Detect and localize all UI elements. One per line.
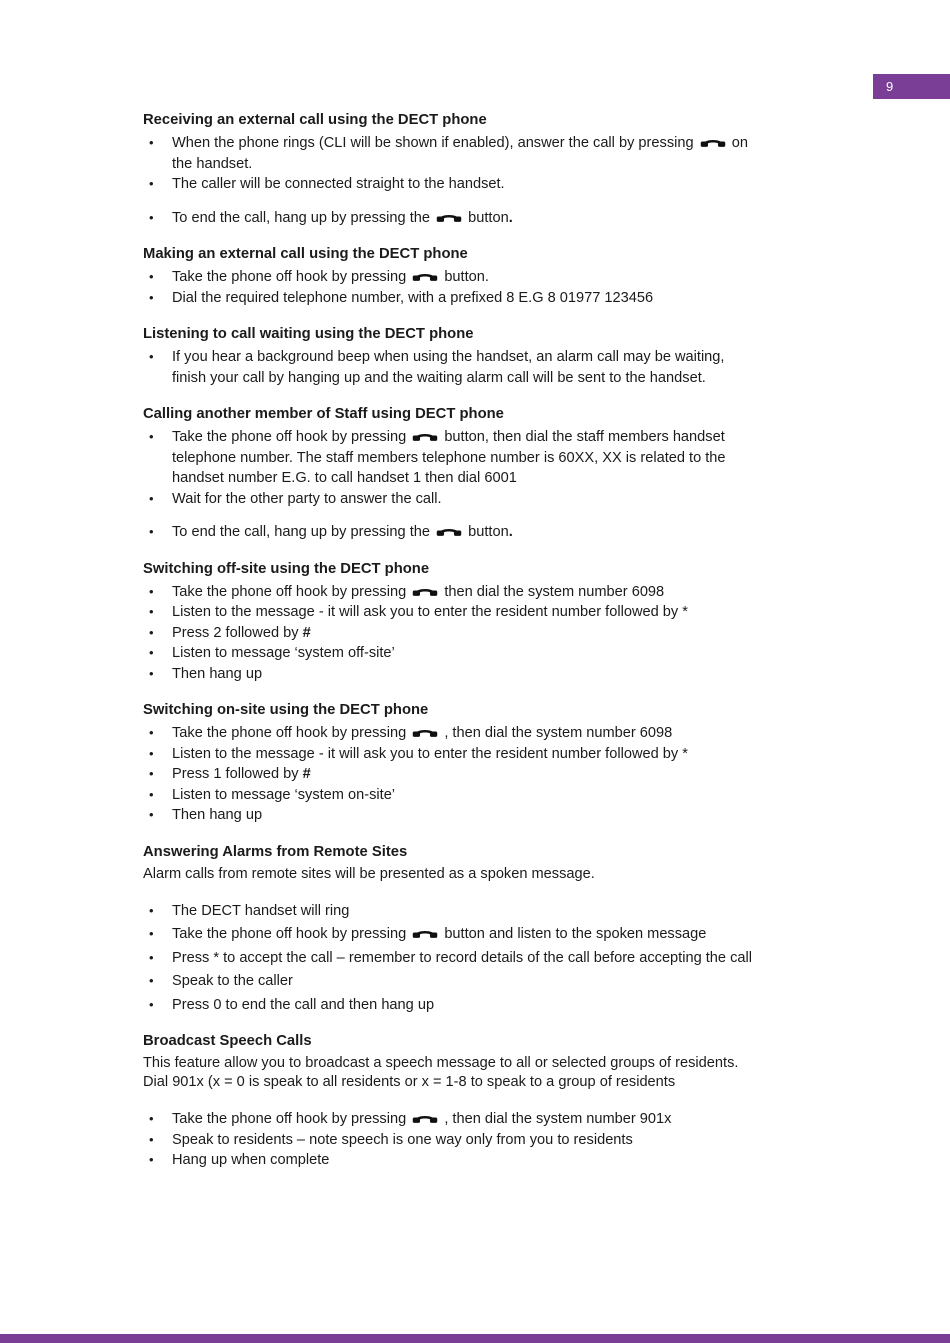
bullet-list	[143, 427, 883, 543]
bullet-marker-icon: •	[149, 725, 154, 740]
bullet-item	[143, 522, 883, 543]
section-heading: Broadcast Speech Calls	[143, 1033, 312, 1049]
text-run: Take the phone off hook by pressing	[172, 725, 411, 741]
bullet-marker-icon: •	[149, 745, 154, 761]
phone-handset-icon	[700, 135, 726, 148]
bullet-text	[172, 787, 395, 803]
section-heading: Calling another member of Staff using DECT phone	[143, 406, 504, 422]
text-run: Alarm calls from remote sites will be presented as a spoken message.	[143, 865, 595, 882]
bold-text: #	[302, 624, 311, 641]
bullet-text	[172, 725, 672, 741]
bullet-text	[172, 349, 724, 386]
bullet-text	[172, 1132, 633, 1148]
bullet-list	[143, 133, 883, 228]
bullet-text	[172, 1152, 329, 1168]
bullet-marker-icon: •	[149, 766, 154, 781]
text-run: This feature allow you to broadcast a speech message to all or selected groups of residents.	[143, 1055, 739, 1071]
bullet-marker-icon: •	[149, 604, 154, 619]
text-run: Then hang up	[172, 665, 263, 682]
bold-text: #	[302, 766, 311, 782]
bullet-item	[143, 924, 883, 945]
bullet-text	[172, 903, 349, 919]
bullet-text	[172, 429, 726, 486]
text-run: Then hang up	[172, 807, 263, 823]
bullet-item	[143, 174, 883, 195]
bullet-item	[143, 582, 883, 603]
section-heading: Receiving an external call using the DECT phone	[143, 112, 487, 128]
text-run: Press * to accept the call – remember to record details of the call before accepting the call	[172, 949, 752, 966]
text-run: button	[464, 524, 509, 540]
bullet-item	[143, 427, 883, 489]
bullet-marker-icon: •	[149, 1152, 154, 1167]
section-heading: Listening to call waiting using the DECT phone	[143, 326, 474, 342]
bullet-marker-icon: •	[149, 996, 154, 1012]
bullet-text	[172, 210, 513, 226]
bullet-item	[143, 1150, 883, 1171]
paragraph	[143, 1054, 883, 1073]
phone-handset-icon	[412, 926, 438, 939]
bullet-text	[172, 746, 688, 762]
paragraph	[143, 865, 883, 884]
bullet-marker-icon: •	[149, 807, 154, 822]
text-run: Take the phone off hook by pressing	[172, 1111, 411, 1127]
bullet-item	[143, 744, 883, 765]
text-run: If you hear a background beep when using the handset, an alarm call may be waiting,	[172, 349, 725, 365]
bullet-item	[143, 643, 883, 664]
bullet-item	[143, 1130, 883, 1151]
bullet-text	[172, 176, 505, 192]
text-run: , then dial the system number 6098	[440, 725, 673, 741]
bullet-list	[143, 347, 883, 388]
section-broadcast-speech-calls	[143, 1031, 883, 1171]
bullet-marker-icon: •	[149, 1131, 154, 1147]
bullet-text	[172, 524, 513, 540]
section-switching-on-site	[143, 700, 883, 826]
bullet-marker-icon: •	[149, 289, 154, 305]
section-answering-alarms-remote-sites	[143, 842, 883, 1016]
bullet-item	[143, 489, 883, 510]
bullet-text	[172, 1111, 671, 1127]
text-run: Take the phone off hook by pressing	[172, 583, 411, 600]
bullet-list	[143, 267, 883, 308]
text-run: button, then dial the staff members handset	[440, 429, 725, 445]
text-run: finish your call by hanging up and the waiting alarm call will be sent to the handset.	[172, 369, 706, 386]
bullet-text	[172, 950, 752, 966]
bullet-text	[172, 269, 489, 285]
bullet-item	[143, 347, 883, 388]
phone-handset-icon	[436, 524, 462, 537]
bullet-text	[172, 666, 262, 682]
section-receiving-external-call	[143, 110, 883, 228]
text-run: Speak to residents – note speech is one way only from you to residents	[172, 1131, 633, 1148]
section-switching-off-site	[143, 559, 883, 685]
bullet-text	[172, 645, 395, 661]
text-run: Speak to the caller	[172, 973, 293, 989]
bullet-text	[172, 584, 664, 600]
bullet-list	[143, 901, 883, 1016]
bullet-text	[172, 604, 688, 620]
text-run: To end the call, hang up by pressing the	[172, 524, 435, 540]
bold-text: .	[508, 209, 513, 226]
phone-handset-icon	[412, 269, 438, 282]
bullet-marker-icon: •	[149, 429, 154, 444]
text-run: Take the phone off hook by pressing	[172, 429, 411, 445]
bullet-text	[172, 625, 311, 641]
bullet-item	[143, 267, 883, 288]
phone-handset-icon	[412, 584, 438, 597]
page-number: 9	[886, 79, 894, 94]
document-content	[143, 110, 883, 1187]
phone-handset-icon	[412, 1111, 438, 1124]
bullet-marker-icon: •	[149, 524, 154, 539]
section-making-external-call	[143, 244, 883, 308]
phone-handset-icon	[412, 429, 438, 442]
text-run: Press 0 to end the call and then hang up	[172, 996, 435, 1013]
bullet-text	[172, 766, 311, 782]
bullet-marker-icon: •	[149, 926, 154, 941]
section-heading: Answering Alarms from Remote Sites	[143, 843, 408, 860]
bullet-list	[143, 1109, 883, 1171]
text-run: button.	[440, 269, 489, 285]
bullet-marker-icon: •	[149, 949, 154, 965]
footer-accent-bar	[0, 1334, 950, 1343]
bullet-item	[143, 901, 883, 922]
bullet-item	[143, 764, 883, 785]
text-run: Dial 901x (x = 0 is speak to all residents or x = 1-8 to speak to a group of residents	[143, 1074, 676, 1090]
section-calling-staff-member	[143, 404, 883, 543]
text-run: the handset.	[172, 155, 253, 172]
bullet-item	[143, 623, 883, 644]
text-run: To end the call, hang up by pressing the	[172, 209, 435, 226]
bullet-item	[143, 805, 883, 826]
bullet-item	[143, 1109, 883, 1130]
text-run: Listen to message ‘system off-site’	[172, 645, 395, 661]
phone-handset-icon	[436, 210, 462, 223]
text-run: , then dial the system number 901x	[440, 1111, 672, 1127]
text-run: Listen to message ‘system on-site’	[172, 786, 396, 803]
bullet-text	[172, 926, 706, 942]
text-run: Wait for the other party to answer the call.	[172, 490, 442, 507]
text-run: When the phone rings (CLI will be shown if enabled), answer the call by pressing	[172, 135, 698, 151]
bullet-marker-icon: •	[149, 973, 154, 988]
text-run: Take the phone off hook by pressing	[172, 269, 411, 285]
bullet-marker-icon: •	[149, 135, 154, 150]
text-run: Listen to the message - it will ask you to enter the resident number followed by *	[172, 745, 688, 762]
paragraph	[143, 1073, 883, 1092]
bullet-marker-icon: •	[149, 269, 154, 284]
text-run: handset number E.G. to call handset 1 then dial 6001	[172, 470, 517, 486]
text-run: The caller will be connected straight to the handset.	[172, 176, 505, 192]
bullet-marker-icon: •	[149, 624, 154, 640]
bullet-item	[143, 602, 883, 623]
text-run: Press 2 followed by	[172, 624, 303, 641]
phone-handset-icon	[412, 725, 438, 738]
bullet-item	[143, 971, 883, 992]
text-run: on	[727, 135, 748, 151]
bullet-text	[172, 997, 434, 1013]
text-run: telephone number. The staff members telephone number is 60XX, XX is related to the	[172, 449, 726, 466]
bullet-item	[143, 995, 883, 1016]
bullet-marker-icon: •	[149, 349, 154, 364]
bold-text: .	[508, 524, 513, 540]
text-run: Dial the required telephone number, with a prefixed 8 E.G 8 01977 123456	[172, 289, 654, 306]
bullet-marker-icon: •	[149, 786, 154, 802]
bullet-marker-icon: •	[149, 583, 154, 599]
bullet-text	[172, 135, 748, 172]
bullet-marker-icon: •	[149, 209, 154, 225]
text-run: The DECT handset will ring	[172, 902, 350, 919]
bullet-item	[143, 723, 883, 744]
bullet-item	[143, 785, 883, 806]
bullet-text	[172, 491, 442, 507]
bullet-text	[172, 973, 293, 989]
bullet-text	[172, 807, 262, 823]
bullet-marker-icon: •	[149, 645, 154, 660]
bullet-item	[143, 288, 883, 309]
bullet-list	[143, 582, 883, 685]
text-run: Hang up when complete	[172, 1152, 330, 1168]
bullet-list	[143, 723, 883, 826]
bullet-item	[143, 133, 883, 174]
text-run: button and listen to the spoken message	[440, 926, 707, 942]
text-run: Press 1 followed by	[172, 766, 303, 782]
bullet-marker-icon: •	[149, 1111, 154, 1126]
page-number-badge	[873, 74, 950, 99]
bullet-marker-icon: •	[149, 176, 154, 191]
bullet-marker-icon: •	[149, 902, 154, 918]
text-run: Listen to the message - it will ask you to enter the resident number followed by *	[172, 604, 688, 620]
text-run: button	[464, 209, 509, 226]
bullet-marker-icon: •	[149, 665, 154, 681]
section-heading: Switching off-site using the DECT phone	[143, 560, 430, 577]
text-run: Take the phone off hook by pressing	[172, 926, 411, 942]
bullet-item	[143, 664, 883, 685]
bullet-item	[143, 948, 883, 969]
bullet-marker-icon: •	[149, 490, 154, 506]
section-heading: Switching on-site using the DECT phone	[143, 702, 429, 718]
bullet-text	[172, 290, 653, 306]
text-run: then dial the system number 6098	[440, 583, 665, 600]
section-heading: Making an external call using the DECT phone	[143, 246, 468, 262]
section-listening-call-waiting	[143, 324, 883, 388]
bullet-item	[143, 208, 883, 229]
